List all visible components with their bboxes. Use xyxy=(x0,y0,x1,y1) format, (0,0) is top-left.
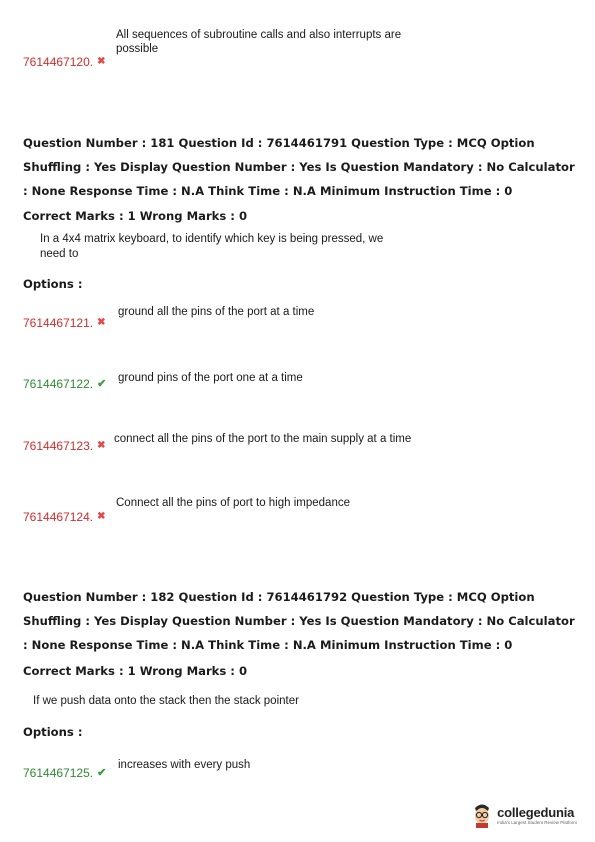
question-text: If we push data onto the stack then the stack pointer xyxy=(33,695,299,707)
check-mark-icon: ✔ xyxy=(97,378,107,390)
question-text-content: In a 4x4 matrix keyboard, to identify which key is being pressed, we need to xyxy=(40,233,384,260)
option-id-label: 7614467123. xyxy=(23,439,94,453)
logo-tagline: India's Largest Student Review Platform xyxy=(497,820,577,825)
option-text: increases with every push xyxy=(118,759,251,771)
logo-name: collegedunia xyxy=(497,805,575,820)
cross-mark-icon: ✖ xyxy=(97,56,106,67)
question-meta: Question Number : 181 Question Id : 7614461791 Question Type : MCQ Option Shuffling : Yes Display Question Number : Yes Is Question Mandatory : No Calculator : None Response Time : N.A Think Time : N.A Minimum Instruction Time : 0 xyxy=(23,136,575,198)
mascot-face-icon xyxy=(471,802,493,828)
cross-mark-icon: ✖ xyxy=(97,317,106,328)
options-label: Options : xyxy=(23,277,83,291)
check-mark-icon: ✔ xyxy=(97,767,107,779)
option-id xyxy=(23,55,105,69)
option-id xyxy=(23,510,105,524)
option-id-label: 7614467122. xyxy=(23,377,94,391)
question-marks: Correct Marks : 1 Wrong Marks : 0 xyxy=(23,209,248,223)
question-text xyxy=(40,232,420,262)
options-label: Options : xyxy=(23,725,83,739)
option-text: ground pins of the port one at a time xyxy=(118,372,303,384)
option-id xyxy=(23,316,105,330)
option-id xyxy=(23,766,106,780)
collegedunia-logo xyxy=(471,802,577,828)
option-id-label: 7614467120. xyxy=(23,55,94,69)
question-marks: Correct Marks : 1 Wrong Marks : 0 xyxy=(23,664,248,678)
cross-mark-icon: ✖ xyxy=(97,440,106,451)
option-id-label: 7614467125. xyxy=(23,766,94,780)
option-text: Connect all the pins of port to high impedance xyxy=(116,497,350,509)
cross-mark-icon: ✖ xyxy=(97,511,106,522)
option-id xyxy=(23,439,105,453)
option-text: connect all the pins of the port to the main supply at a time xyxy=(114,433,412,445)
option-id xyxy=(23,377,106,391)
option-text: ground all the pins of the port at a time xyxy=(118,306,315,318)
option-id-label: 7614467121. xyxy=(23,316,94,330)
option-text: All sequences of subroutine calls and also interrupts are possible xyxy=(116,29,402,55)
question-meta: Question Number : 182 Question Id : 7614461792 Question Type : MCQ Option Shuffling : Yes Display Question Number : Yes Is Question Mandatory : No Calculator : None Response Time : N.A Think Time : N.A Minimum Instruction Time : 0 xyxy=(23,590,575,652)
option-id-label: 7614467124. xyxy=(23,510,94,524)
